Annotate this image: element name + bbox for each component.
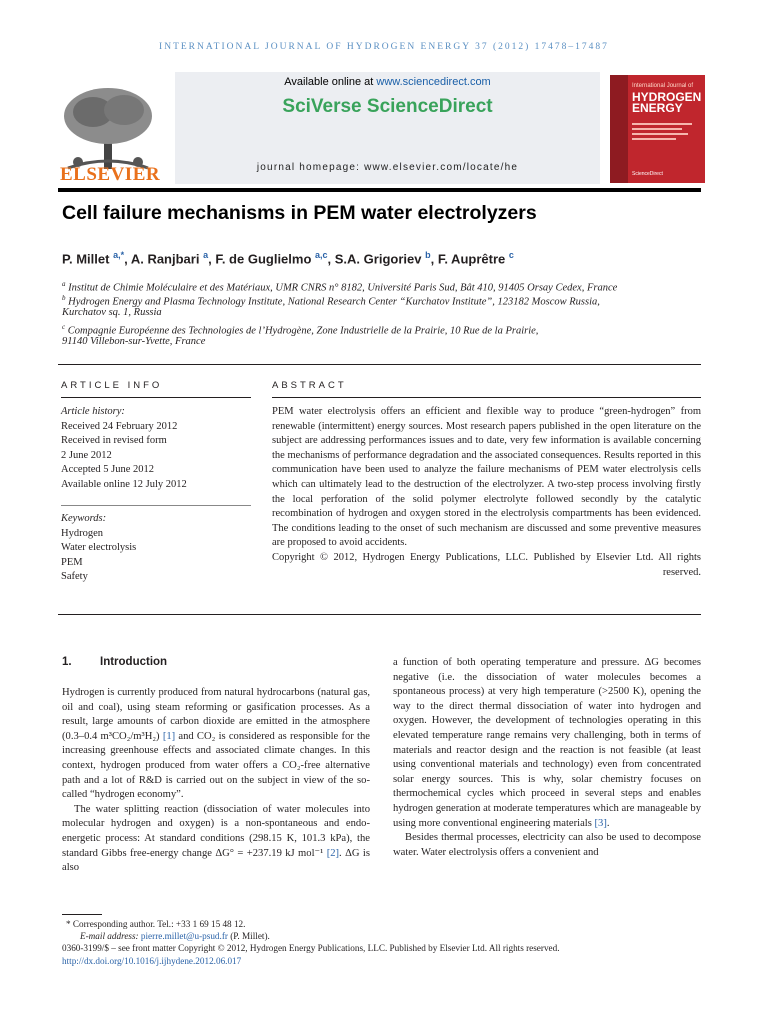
- history-line: Received in revised form: [61, 435, 167, 447]
- sciverse-logo: SciVerse ScienceDirect: [282, 96, 493, 117]
- abstract-text: PEM water electrolysis offers an efficient and flexible way to produce “green-hydrogen” from renewable (intermittent) energy sources. Most research papers published in the open literature on the subject are addressing performances issues and to date, very few information is available concerning the mechanisms of performance degradation and the associated consequences. Results reported in this communication have been used to analyze the failure mechanisms of PEM water electrolysis cells which can ultimately lead to the destruction of the electrolyzer. A two-step process involving firstly the local perforation of the solid polymer electrolyte followed secondly by the catalytic recombination of hydrogen and oxygen stored in the electrolysis compartments has been evidenced. The conditions leading to the onset of such mechanism are discussed and some preventive measures are proposed to avoid accidents.: [272, 406, 701, 549]
- available-label: Available online at: [284, 76, 377, 88]
- email-link[interactable]: pierre.millet@u-psud.fr: [140, 931, 228, 941]
- citation-link[interactable]: [3]: [594, 817, 607, 829]
- abstract-rule: [272, 397, 701, 398]
- history-line: Received 24 February 2012: [61, 420, 178, 432]
- header-rule: [58, 188, 701, 192]
- affiliation-a: $^a$ Institut de Chimie Moléculaire et des Matériaux, UMR CNRS n° 8182, Université Paris Sud, Bât 410, 91405 Orsay Cedex, France: [62, 280, 618, 294]
- history-line: Available online 12 July 2012: [61, 478, 187, 490]
- citation-link[interactable]: [1]: [162, 730, 176, 742]
- article-history: [61, 405, 187, 493]
- author-affiliation-mark[interactable]: a,*: [113, 250, 125, 260]
- footnote-rule: [62, 914, 102, 915]
- author-name: F. Auprêtre: [437, 251, 509, 267]
- keyword: Safety: [61, 571, 88, 583]
- body-column-right: [393, 656, 701, 860]
- abstract-copyright: Copyright © 2012, Hydrogen Energy Publications, LLC. Published by Elsevier Ltd. All rights reserved.: [272, 551, 701, 578]
- corresponding-author: * Corresponding author. Tel.: +33 1 69 15 48 12.: [66, 919, 246, 929]
- abstract-body: [272, 405, 701, 580]
- doi-link[interactable]: [62, 955, 241, 967]
- cover-name-2: ENERGY: [632, 101, 683, 115]
- journal-homepage[interactable]: journal homepage: www.elsevier.com/locate/he: [256, 162, 519, 173]
- affiliation-b: $^b$ Hydrogen Energy and Plasma Technology Institute, National Research Center “Kurchatov Institute”, 123182 Moscow Russia,: [62, 294, 600, 308]
- info-rule: [61, 397, 251, 398]
- affiliation-b-text: Hydrogen Energy and Plasma Technology Institute, National Research Center “Kurchatov Institute”, 123182 Moscow Russia,: [68, 296, 600, 308]
- email-tail: (P. Millet).: [227, 931, 270, 941]
- available-online: [175, 76, 600, 88]
- keyword: Water electrolysis: [61, 542, 137, 554]
- info-divider: [61, 505, 251, 506]
- publisher-name: ELSEVIER: [60, 164, 161, 185]
- author-list: P. Millet $^{a,*}$, A. Ranjbari $^a$, F. de Guglielmo $^{a,c}$, S.A. Grigoriev $^b$, F. Auprêtre $^c$: [62, 250, 514, 267]
- paragraph: a function of both operating temperature and pressure. ΔG becomes negative (i.e. the dissociation of water molecules becomes a spontaneous process) at very high temperature (>2500 K), opening the way to the direct thermal dissociation of water into hydrogen and oxygen. However, the development of technologies operating in this elevated temperature range remains very challenging, both in terms of materials and reactor design and the reaction is not feasible (at least using conventional materials and technology) even from concentrated solar energy sources. This is why, solar chemistry focuses on thermochemical cycles which proceed in several steps and enables hydrogen generation at moderate temperatures which are manageable by using more conventional engineering materials [3].: [393, 657, 701, 829]
- author-affiliation-mark[interactable]: c: [508, 250, 514, 260]
- running-header: INTERNATIONAL JOURNAL OF HYDROGEN ENERGY 37 (2012) 17478–17487: [159, 42, 609, 52]
- author-name: P. Millet: [62, 251, 114, 267]
- keywords-label: Keywords:: [61, 513, 107, 524]
- affiliation-c-line2: 91140 Villebon-sur-Yvette, France: [62, 336, 206, 347]
- keyword: PEM: [61, 556, 83, 568]
- author-affiliation-mark[interactable]: a: [203, 250, 209, 260]
- affiliation-c: $^c$ Compagnie Européenne des Technologies de l’Hydrogène, Zone Industrielle de la Prairie, 10 Rue de la Prairie,: [62, 323, 539, 337]
- sciencedirect-link[interactable]: www.sciencedirect.com: [376, 76, 491, 88]
- abstract-end-rule: [58, 614, 701, 615]
- history-label: Article history:: [61, 406, 125, 417]
- paragraph: The water splitting reaction (dissociation of water molecules into molecular hydrogen and oxygen) is a non-spontaneous and endo-energetic process: At standard conditions (298.15 K, 101.3 kPa), the standard Gibbs free-energy change ΔG° = +237.19 kJ mol⁻¹ [2]. ΔG is also: [62, 803, 370, 874]
- keywords: [61, 512, 136, 585]
- doi-url[interactable]: http://dx.doi.org/10.1016/j.ijhydene.2012.06.017: [62, 956, 242, 966]
- body-column-left: [62, 686, 370, 876]
- cover-top-text: International Journal of: [632, 83, 694, 89]
- author-name: S.A. Grigoriev: [334, 251, 426, 267]
- section-title: Introduction: [100, 656, 168, 668]
- email-line: [80, 930, 270, 942]
- citation-link[interactable]: [2]: [326, 847, 340, 859]
- divider: [58, 364, 701, 365]
- author-affiliation-mark[interactable]: b: [425, 250, 431, 260]
- section-number: 1.: [62, 656, 72, 668]
- affiliation-a-text: Institut de Chimie Moléculaire et des Matériaux, UMR CNRS n° 8182, Université Paris Sud, Bât 410, 91405 Orsay Cedex, France: [68, 282, 618, 294]
- abstract-heading: ABSTRACT: [272, 380, 347, 391]
- issn-line: 0360-3199/$ – see front matter Copyright © 2012, Hydrogen Energy Publications, LLC. Published by Elsevier Ltd. All rights reserved.: [62, 943, 560, 953]
- journal-cover: [610, 75, 705, 183]
- article-title: Cell failure mechanisms in PEM water electrolyzers: [62, 202, 537, 224]
- cover-body-lines: [632, 120, 700, 143]
- affiliation-b-line2: Kurchatov sq. 1, Russia: [62, 307, 162, 318]
- history-line: 2 June 2012: [61, 449, 112, 461]
- author-name: F. de Guglielmo: [215, 251, 316, 267]
- section-heading: [62, 656, 167, 668]
- article-info-heading: ARTICLE INFO: [61, 380, 163, 391]
- author-name: A. Ranjbari: [130, 251, 204, 267]
- affiliation-c-text: Compagnie Européenne des Technologies de l’Hydrogène, Zone Industrielle de la Prairie, 10 Rue de la Prairie,: [67, 325, 539, 337]
- history-line: Accepted 5 June 2012: [61, 464, 155, 476]
- email-label: E-mail address:: [80, 931, 141, 941]
- paragraph: Besides thermal processes, electricity can also be used to decompose water. Water electrolysis offers a convenient and: [393, 832, 701, 858]
- cover-name-1: HYDROGEN: [632, 90, 702, 104]
- keyword: Hydrogen: [61, 527, 103, 539]
- paragraph: Hydrogen is currently produced from natural hydrocarbons (natural gas, oil and coal), using steam reforming or gasification processes. As a result, large amounts of carbon dioxide are emitted in the atmosphere (0.3–0.4 m³CO₂/m³H₂) [1] and CO₂ is considered as responsible for the increasing greenhouse effects and associated climate changes. In this context, hydrogen produced from water offers a CO₂-free alternative path and a lot of R&D is carried out on the subject in view of the so-called “hydrogen economy”.: [62, 687, 371, 801]
- cover-bottom-text: ScienceDirect: [632, 171, 663, 177]
- author-affiliation-mark[interactable]: a,c: [315, 250, 328, 260]
